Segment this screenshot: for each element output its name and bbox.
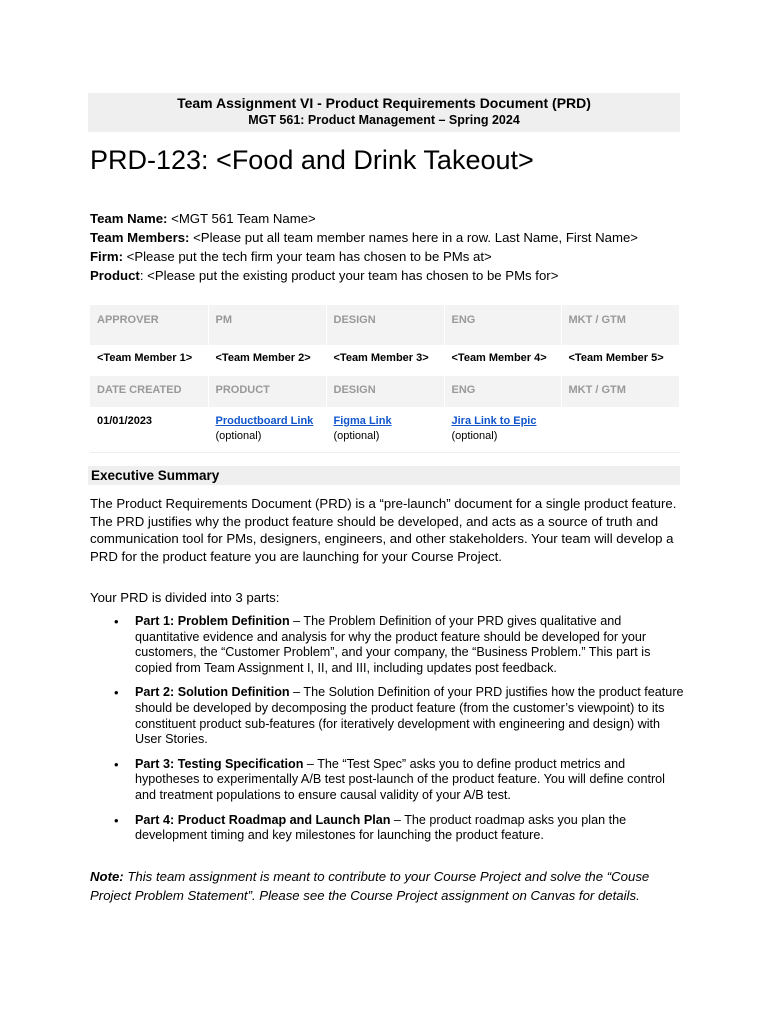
productboard-link[interactable]: Productboard Link: [215, 415, 314, 427]
team-name-label: Team Name:: [90, 211, 168, 226]
figma-cell: [326, 407, 444, 452]
team-member-cell: <Team Member 4>: [444, 345, 561, 376]
assignment-note: [90, 867, 685, 905]
list-item: [90, 813, 685, 844]
assignment-header: [88, 93, 680, 132]
team-name-value: <MGT 561 Team Name>: [167, 211, 316, 226]
assignment-title: Team Assignment VI - Product Requirements Document (PRD): [177, 95, 591, 111]
part-text: – The product roadmap asks you plan the development timing and key milestones for launching the product feature.: [135, 812, 627, 843]
team-member-cell: <Team Member 3>: [326, 345, 444, 376]
team-members-value: <Please put all team member names here in a row. Last Name, First Name>: [189, 230, 639, 245]
figma-link[interactable]: Figma Link: [333, 415, 392, 427]
empty-cell: [561, 407, 679, 452]
note-text: This team assignment is meant to contribute to your Course Project and solve the “Couse Project Problem Statement”. Please see the Course Project assignment on Canvas for details.: [90, 869, 650, 903]
parts-list: [90, 614, 685, 853]
executive-summary-paragraph: The Product Requirements Document (PRD) is a “pre-launch” document for a single product feature. The PRD justifies why the product feature should be developed, and acts as a source of truth and communication tool for PMs, designers, engineers, and other stakeholders. Your team will develop a PRD for the product feature you are launching for your Course Project.: [90, 496, 677, 564]
parts-intro: Your PRD is divided into 3 parts:: [90, 590, 280, 605]
team-member-cell: <Team Member 1>: [90, 345, 208, 376]
part-title: Part 4: Product Roadmap and Launch Plan: [135, 812, 391, 827]
pm-header: PM: [208, 305, 326, 345]
team-member-cell: <Team Member 5>: [561, 345, 679, 376]
part-title: Part 2: Solution Definition: [135, 685, 290, 700]
bullet-icon: •: [114, 756, 119, 772]
jira-cell: [444, 407, 561, 452]
date-header-row: [90, 376, 679, 407]
part-text: – The “Test Spec” asks you to define product metrics and hypotheses to experimentally A/B test post-launch of the product feature. You will define control and treatment populations to ensure causal validity of your A/B test.: [135, 756, 665, 802]
mkt-gtm-header: MKT / GTM: [561, 305, 679, 345]
bullet-icon: •: [114, 812, 119, 828]
part-text: – The Problem Definition of your PRD gives qualitative and quantitative evidence and analysis for why the product feature should be developed for your customers, the “Customer Problem”, and your company, the “Business Problem.” This part is copied from Team Assignment I, II, and III, including updates post feedback.: [135, 614, 651, 675]
prd-title: PRD-123: <Food and Drink Takeout>: [90, 145, 534, 175]
product-label: Product: [90, 268, 140, 283]
eng-header: ENG: [444, 376, 561, 407]
design-header: DESIGN: [326, 305, 444, 345]
design-header: DESIGN: [326, 376, 444, 407]
firm-value: <Please put the tech firm your team has chosen to be PMs at>: [122, 249, 492, 264]
product-line: [90, 266, 638, 285]
list-item: [90, 757, 685, 804]
approval-table: [90, 305, 680, 453]
jira-epic-link[interactable]: Jira Link to Epic: [451, 415, 537, 427]
links-row: [90, 407, 679, 452]
bullet-icon: •: [114, 614, 119, 629]
approver-header-row: [90, 305, 679, 345]
optional-note: (optional): [215, 430, 262, 442]
team-members-line: [90, 228, 638, 247]
mkt-gtm-header: MKT / GTM: [561, 376, 679, 407]
bullet-icon: •: [114, 685, 119, 701]
product-header: PRODUCT: [208, 376, 326, 407]
part-title: Part 1: Problem Definition: [135, 614, 290, 628]
list-item: [90, 614, 685, 676]
team-member-cell: <Team Member 2>: [208, 345, 326, 376]
optional-note: (optional): [333, 430, 380, 442]
optional-note: (optional): [451, 430, 498, 442]
eng-header: ENG: [444, 305, 561, 345]
executive-summary-heading: Executive Summary: [88, 466, 680, 485]
product-value: : <Please put the existing product your team has chosen to be PMs for>: [139, 268, 559, 283]
date-created-value: 01/01/2023: [90, 407, 208, 452]
productboard-cell: [208, 407, 326, 452]
part-title: Part 3: Testing Specification: [135, 756, 304, 771]
part-text: – The Solution Definition of your PRD justifies how the product feature should be developed by decomposing the product feature (from the customer’s viewpoint) to its constituent product sub-features (for iteratively development with engineering and design) with User Stories.: [135, 685, 684, 747]
team-meta: [90, 209, 638, 285]
firm-label: Firm:: [90, 249, 123, 264]
course-subtitle: MGT 561: Product Management – Spring 2024: [248, 113, 520, 127]
date-created-header: DATE CREATED: [90, 376, 208, 407]
team-members-label: Team Members:: [90, 230, 190, 245]
team-name-line: [90, 209, 638, 228]
firm-line: [90, 247, 638, 266]
team-members-row: [90, 345, 679, 376]
approver-header: APPROVER: [90, 305, 208, 345]
note-label: Note:: [90, 869, 124, 884]
list-item: [90, 685, 685, 747]
